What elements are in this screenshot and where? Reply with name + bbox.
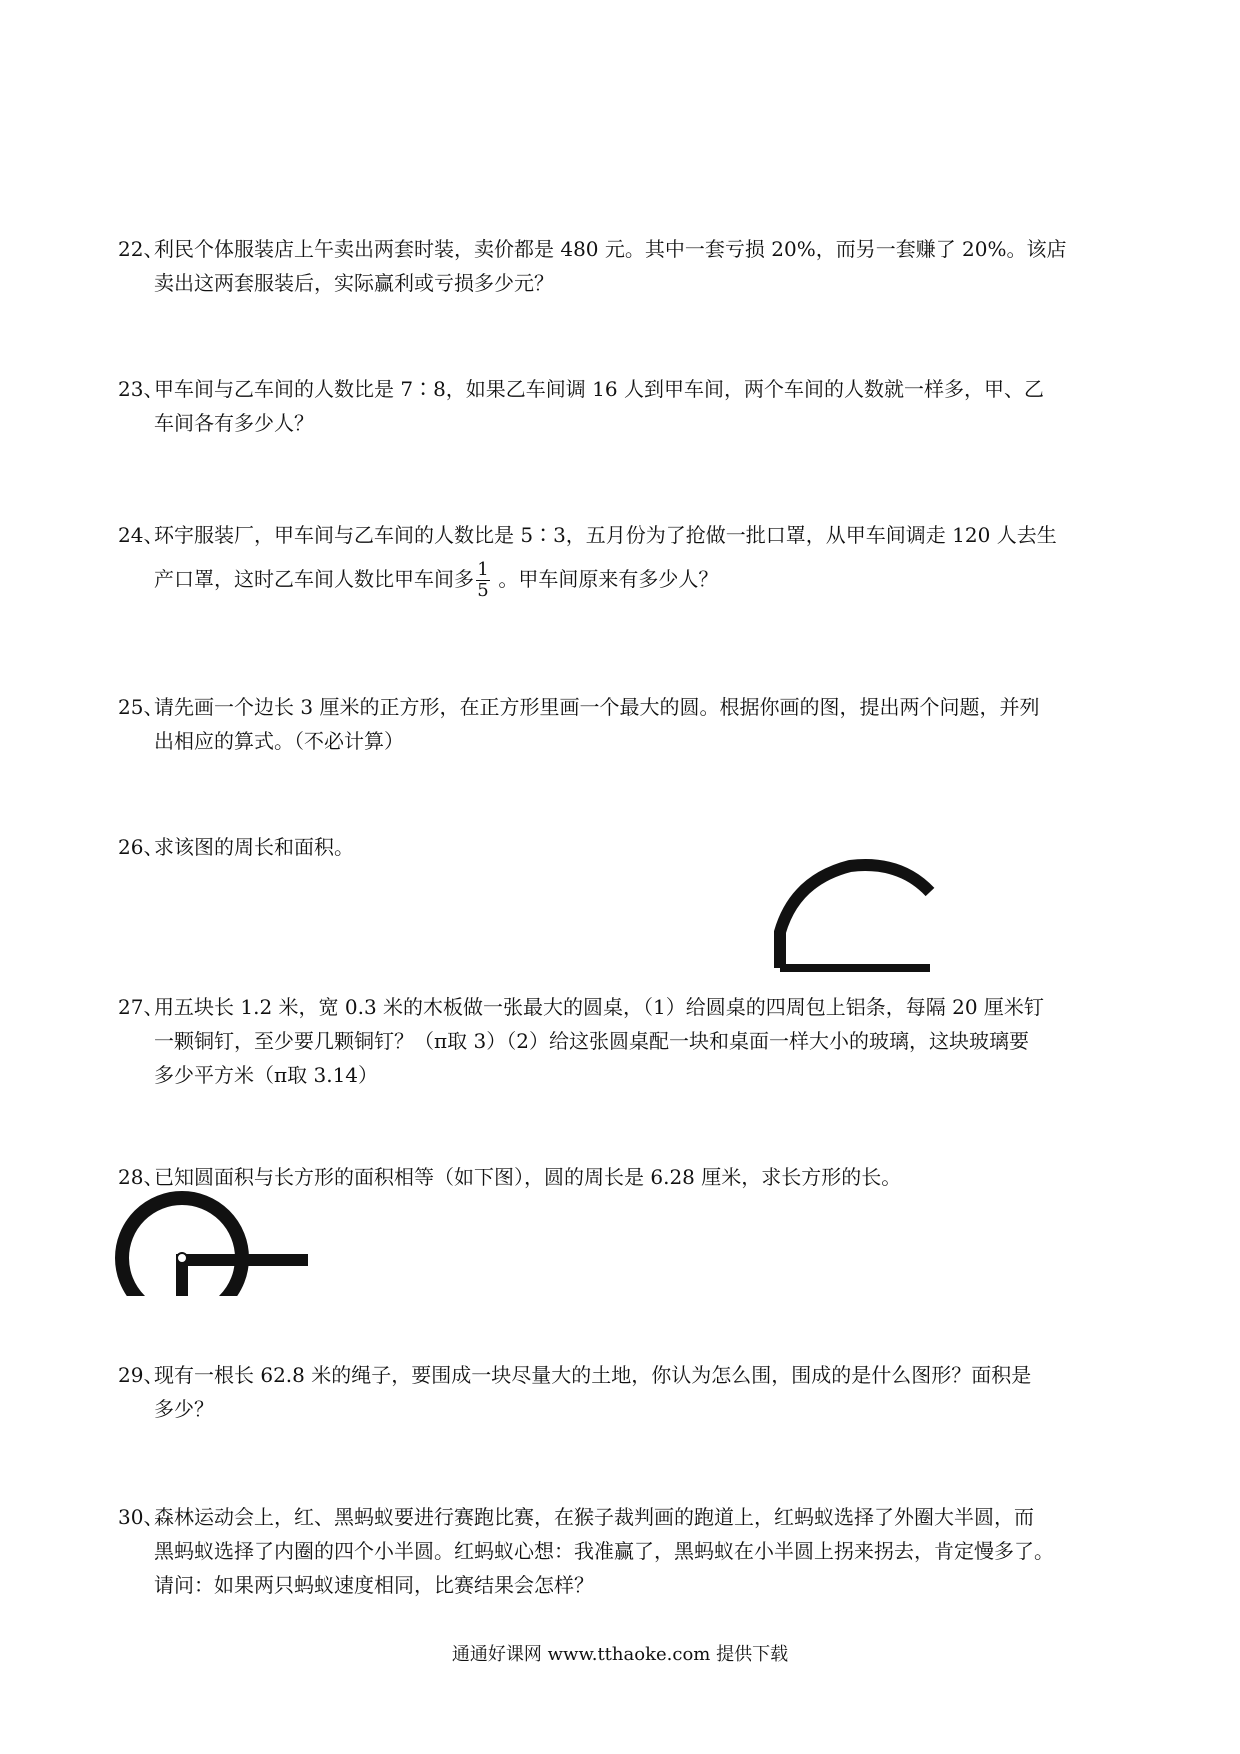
question-24 [118,518,1128,601]
question-text: 森林运动会上，红、黑蚂蚁要进行赛跑比赛，在猴子裁判画的跑道上，红蚂蚁选择了外圈大半圆，而 [154,1505,1034,1529]
page-footer: 通通好课网 www.tthaoke.com 提供下载 [451,1644,789,1665]
question-number: 30、 [118,1505,164,1529]
question-text: 。甲车间原来有多少人？ [492,567,719,591]
question-text: 请问：如果两只蚂蚁速度相同，比赛结果会怎样？ [154,1573,594,1597]
question-text: 现有一根长 62.8 米的绳子，要围成一块尽量大的土地，你认为怎么围，围成的是什么图形？面积是 [154,1363,1032,1387]
question-22 [118,232,1128,300]
question-number: 25、 [118,695,164,719]
question-number: 27、 [118,995,164,1019]
arc-path [780,865,930,968]
circle-center-dot [177,1253,187,1263]
question-text: 黑蚂蚁选择了内圈的四个小半圆。红蚂蚁心想：我准赢了，黑蚂蚁在小半圆上拐来拐去，肯定慢多了。 [154,1539,1054,1563]
question-number: 29、 [118,1363,164,1387]
question-text: 已知圆面积与长方形的面积相等（如下图），圆的周长是 6.28 厘米，求长方形的长。 [154,1165,902,1189]
question-25 [118,690,1128,758]
question-text: 用五块长 1.2 米，宽 0.3 米的木板做一张最大的圆桌，（1）给圆桌的四周包上铝条，每隔 20 厘米钉 [154,995,1044,1019]
question-text: 产口罩，这时乙车间人数比甲车间多 [154,567,474,591]
fraction [476,560,490,601]
question-text: 多少平方米（π取 3.14） [154,1063,379,1087]
question-text: 环宇服装厂，甲车间与乙车间的人数比是 5∶3，五月份为了抢做一批口罩，从甲车间调走 120 人去生 [154,523,1057,547]
question-text: 卖出这两套服装后，实际赢利或亏损多少元？ [154,271,554,295]
question-text-with-fraction [118,560,1128,601]
question-23 [118,372,1128,440]
question-text: 请先画一个边长 3 厘米的正方形，在正方形里画一个最大的圆。根据你画的图，提出两个问题，并列 [154,695,1040,719]
question-30 [118,1500,1128,1602]
question-number: 22、 [118,237,164,261]
fraction-denominator: 5 [477,580,489,601]
question-text: 求该图的周长和面积。 [154,835,354,859]
question-number: 28、 [118,1165,164,1189]
question-text: 利民个体服装店上午卖出两套时装，卖价都是 480 元。其中一套亏损 20%，而另一套赚了 20%。该店 [154,237,1067,261]
q28-figure [112,1188,312,1300]
question-text: 出相应的算式。（不必计算） [154,729,404,753]
question-number: 26、 [118,835,164,859]
q26-figure [770,850,950,980]
question-number: 24、 [118,523,164,547]
question-text: 甲车间与乙车间的人数比是 7∶8，如果乙车间调 16 人到甲车间，两个车间的人数就一样多，甲、乙 [154,377,1044,401]
question-27 [118,990,1128,1092]
question-number: 23、 [118,377,164,401]
fraction-numerator: 1 [477,559,489,580]
question-26 [118,830,1128,864]
question-text: 一颗铜钉，至少要几颗铜钉？（π取 3）（2）给这张圆桌配一块和桌面一样大小的玻璃，这块玻璃要 [154,1029,1029,1053]
question-text: 多少？ [154,1397,214,1421]
question-text: 车间各有多少人？ [154,411,314,435]
question-29 [118,1358,1128,1426]
